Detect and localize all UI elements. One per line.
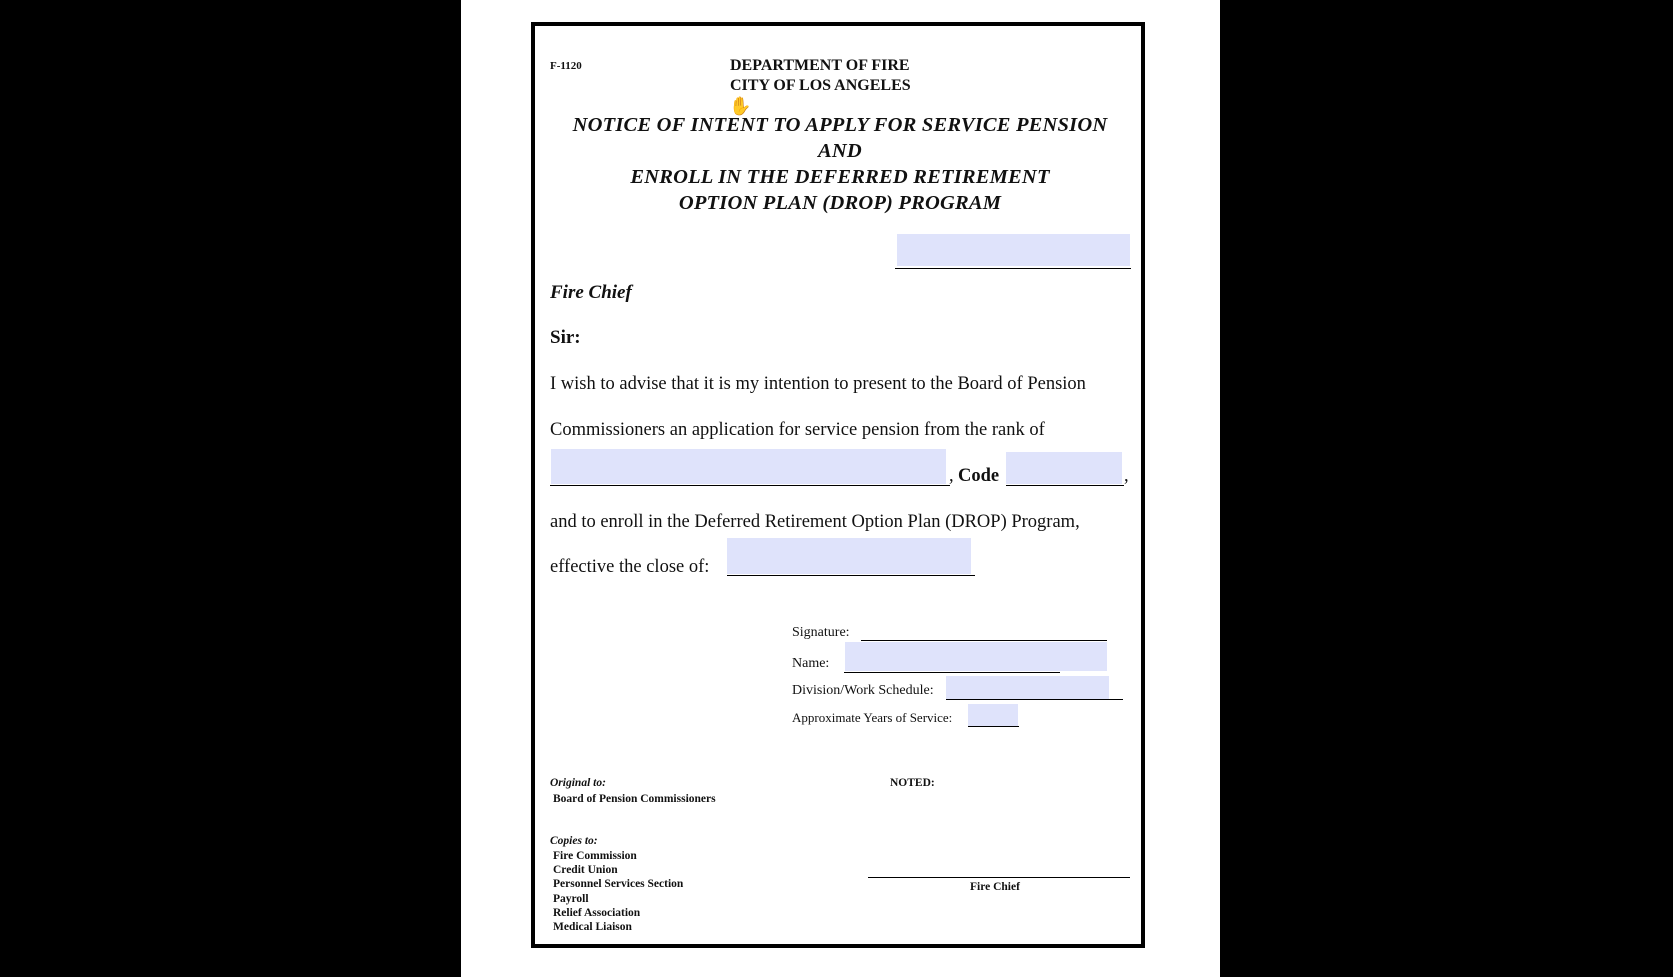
greeting: Sir: — [550, 327, 581, 348]
date-underline — [895, 268, 1131, 269]
addressee: Fire Chief — [550, 282, 632, 303]
noted-label: NOTED: — [890, 777, 935, 789]
title-line-4: OPTION PLAN (DROP) PROGRAM — [678, 192, 1002, 214]
noted-signature-line — [868, 877, 1130, 878]
name-label: Name: — [792, 656, 830, 671]
original-to-label: Original to: — [550, 777, 606, 789]
body-line-3: and to enroll in the Deferred Retirement Option Plan (DROP) Program, — [550, 512, 1080, 532]
list-item: Credit Union — [553, 864, 618, 877]
title-line-2: AND — [818, 140, 862, 162]
effective-date-field[interactable] — [727, 538, 971, 574]
hand-cursor-icon: ✋ — [729, 96, 752, 117]
form-title — [540, 112, 1140, 216]
name-field[interactable] — [845, 642, 1107, 671]
code-field[interactable] — [1006, 452, 1122, 484]
date-field[interactable] — [897, 234, 1130, 266]
department-header — [730, 56, 911, 96]
original-to-recipient: Board of Pension Commissioners — [553, 793, 716, 805]
body-line-1: I wish to advise that it is my intention to present to the Board of Pension — [550, 374, 1086, 394]
title-line-1: NOTICE OF INTENT TO APPLY FOR SERVICE PENSION — [572, 114, 1108, 136]
division-underline — [946, 699, 1123, 700]
list-item: Personnel Services Section — [553, 878, 684, 891]
years-underline — [968, 726, 1019, 727]
title-line-3: ENROLL IN THE DEFERRED RETIREMENT — [630, 166, 1050, 188]
signature-line[interactable] — [861, 640, 1107, 641]
years-field[interactable] — [968, 704, 1018, 726]
list-item: Payroll — [553, 892, 589, 905]
rank-field[interactable] — [551, 449, 946, 484]
city-name: CITY OF LOS ANGELES — [730, 77, 911, 94]
copies-list — [553, 849, 683, 934]
department-name: DEPARTMENT OF FIRE — [730, 57, 910, 74]
body-line-2: Commissioners an application for service pension from the rank of — [550, 420, 1045, 440]
division-field[interactable] — [946, 676, 1109, 699]
list-item: Medical Liaison — [553, 921, 632, 934]
rank-underline — [550, 485, 950, 486]
division-label: Division/Work Schedule: — [792, 683, 934, 698]
form-number: F-1120 — [550, 60, 582, 72]
comma-text: , — [949, 466, 954, 486]
noted-by: Fire Chief — [970, 881, 1020, 893]
name-underline — [844, 672, 1060, 673]
code-underline — [1006, 485, 1124, 486]
copies-to-label: Copies to: — [550, 835, 598, 847]
list-item: Relief Association — [553, 906, 641, 919]
signature-label: Signature: — [792, 625, 850, 640]
list-item: Fire Commission — [553, 850, 637, 862]
code-label: Code — [958, 466, 1000, 486]
effective-date-underline — [727, 575, 975, 576]
years-label: Approximate Years of Service: — [792, 710, 953, 725]
comma-text-2: , — [1124, 466, 1129, 486]
effective-label: effective the close of: — [550, 557, 710, 577]
